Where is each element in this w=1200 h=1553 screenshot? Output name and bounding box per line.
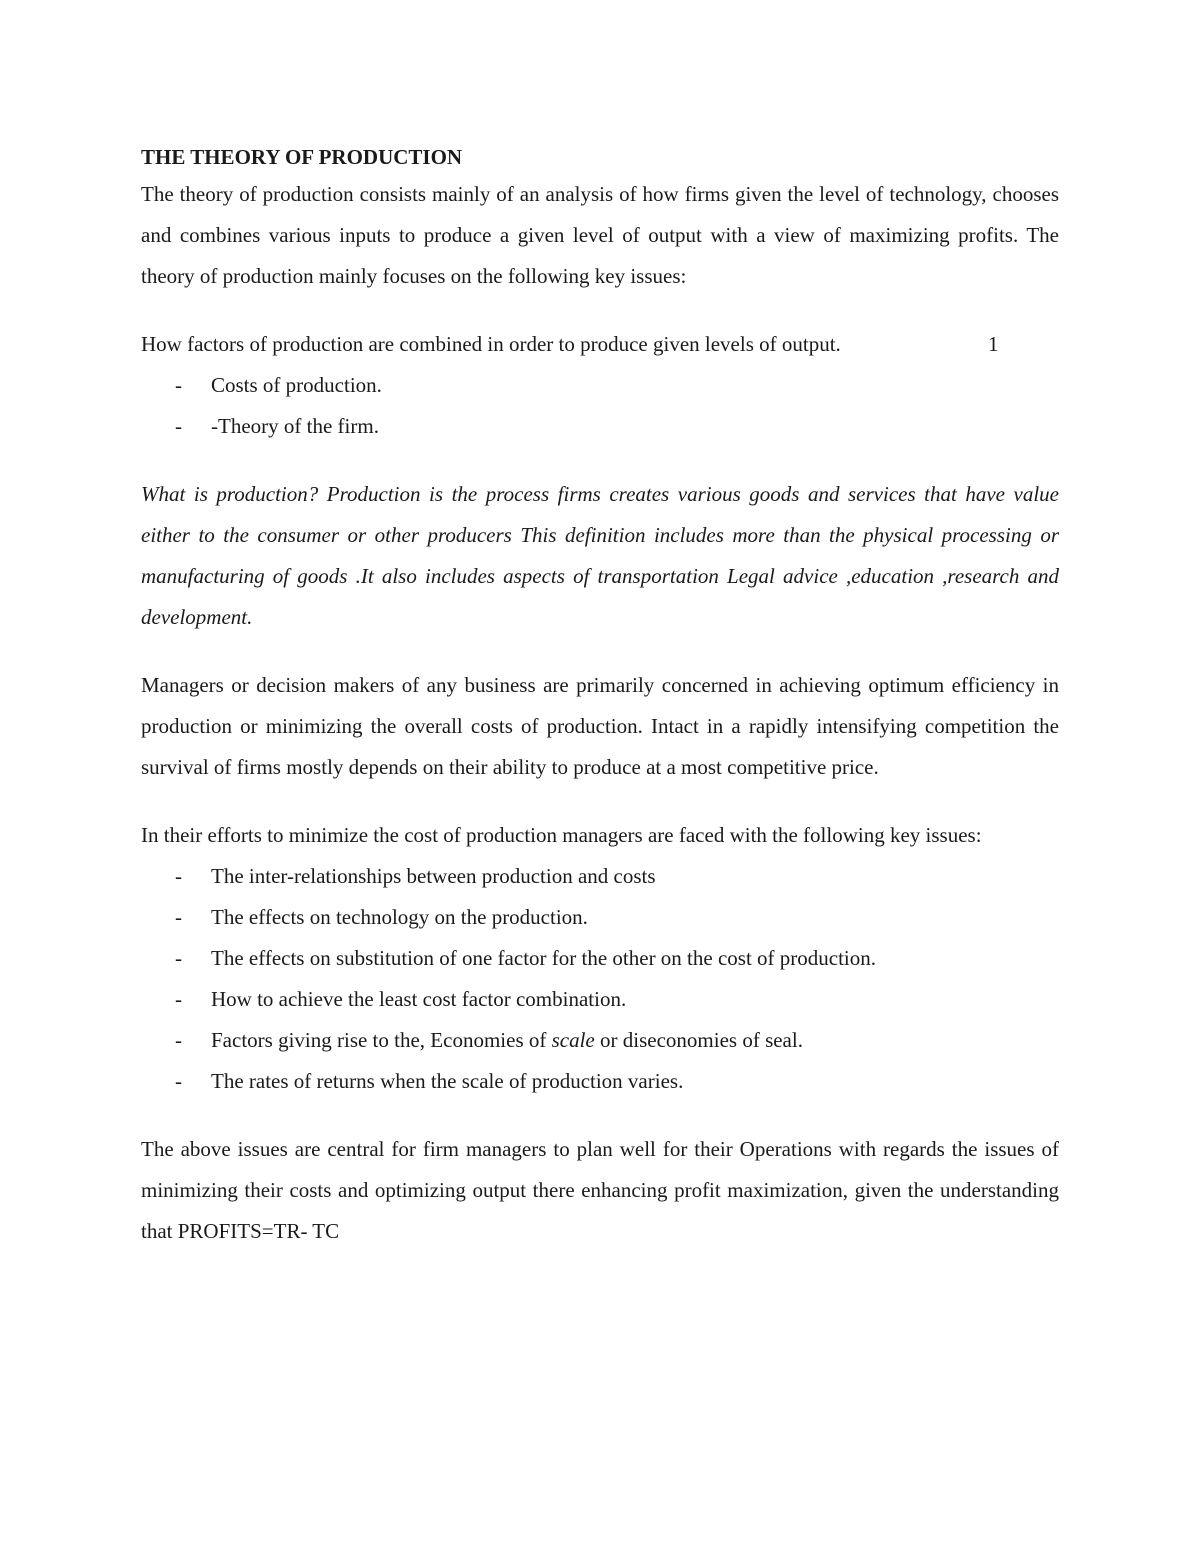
list-dash: - bbox=[175, 905, 182, 929]
page-number: 1 bbox=[988, 332, 999, 356]
list-item bbox=[141, 1061, 1059, 1102]
efforts-paragraph: In their efforts to minimize the cost of production managers are faced with the following key issues: bbox=[141, 823, 982, 847]
list-item bbox=[141, 897, 1059, 938]
document-body bbox=[141, 140, 1059, 1252]
list-item-text-after: or diseconomies of seal. bbox=[594, 1028, 803, 1052]
issues-list-2 bbox=[141, 856, 1059, 1102]
list-item-text: How to achieve the least cost factor combination. bbox=[211, 987, 627, 1011]
list-item-text-before: Factors giving rise to the, Economies of bbox=[211, 1028, 552, 1052]
list-item bbox=[141, 979, 1059, 1020]
list-dash: - bbox=[175, 946, 182, 970]
list-item bbox=[141, 406, 1059, 447]
conclusion-paragraph: The above issues are central for firm managers to plan well for their Operations with regards the issues of minimizing their costs and optimizing output there enhancing profit maximization, given the understanding that PROFITS=TR- TC bbox=[141, 1137, 1059, 1243]
list-dash: - bbox=[175, 1028, 182, 1052]
list-item bbox=[141, 856, 1059, 897]
list-item-text: The effects on technology on the production. bbox=[211, 905, 588, 929]
list-item-text: The inter-relationships between production and costs bbox=[211, 864, 656, 888]
list-dash: - bbox=[175, 373, 182, 397]
key-issue-text: How factors of production are combined in order to produce given levels of output. bbox=[141, 332, 841, 356]
list-item bbox=[141, 938, 1059, 979]
list-item-text-italic: scale bbox=[551, 1028, 595, 1052]
list-item bbox=[141, 365, 1059, 406]
key-issue-line bbox=[141, 324, 1059, 365]
issues-list-1 bbox=[141, 365, 1059, 447]
definition-paragraph: What is production? Production is the process firms creates various goods and services that have value either to the consumer or other producers This definition includes more than the physical processing or manufacturing of goods .It also includes aspects of transportation Legal advice ,education ,research and development. bbox=[141, 482, 1059, 629]
list-item-text: Costs of production. bbox=[211, 373, 382, 397]
intro-paragraph: The theory of production consists mainly of an analysis of how firms given the level of technology, chooses and combines various inputs to produce a given level of output with a view of maximizing profits. The theory of production mainly focuses on the following key issues: bbox=[141, 182, 1059, 288]
list-item-text: The effects on substitution of one factor for the other on the cost of production. bbox=[211, 946, 877, 970]
managers-paragraph: Managers or decision makers of any business are primarily concerned in achieving optimum efficiency in production or minimizing the overall costs of production. Intact in a rapidly intensifying competition the survival of firms mostly depends on their ability to produce at a most competitive price. bbox=[141, 673, 1059, 779]
list-dash: - bbox=[175, 414, 182, 438]
list-dash: - bbox=[175, 864, 182, 888]
list-dash: - bbox=[175, 1069, 182, 1093]
list-item-text: -Theory of the firm. bbox=[211, 414, 379, 438]
list-dash: - bbox=[175, 987, 182, 1011]
document-title: THE THEORY OF PRODUCTION bbox=[141, 145, 463, 169]
list-item bbox=[141, 1020, 1059, 1061]
list-item-text: The rates of returns when the scale of production varies. bbox=[211, 1069, 684, 1093]
